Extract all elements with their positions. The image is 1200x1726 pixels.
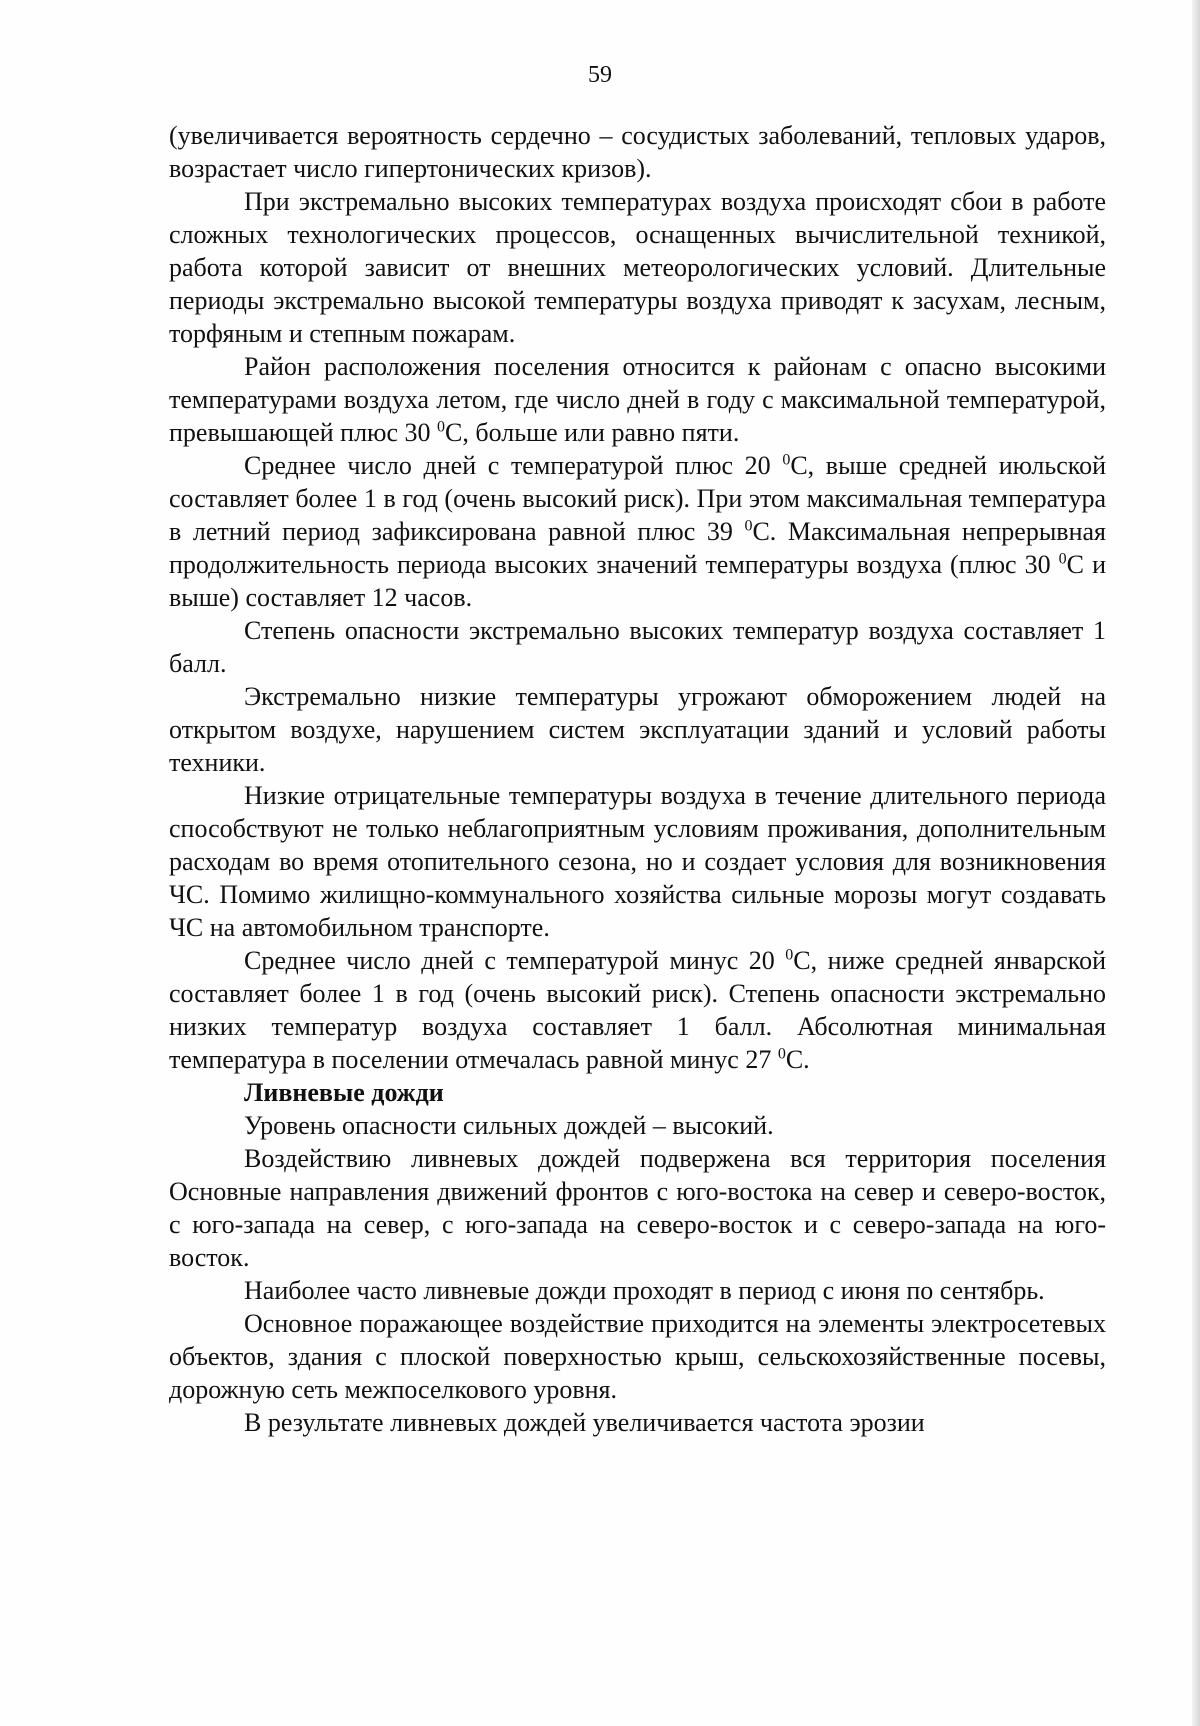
degree-mark: 0 <box>1058 550 1067 568</box>
paragraph-8-part-b: С, ниже средней январской составляет более 1 в год (очень высокий риск). Степень опасности экстремально низких температур воздуха составляет 1 балл. Абсолютная минимальная температура в поселении отмечалась равной минус 27 <box>169 946 1106 1074</box>
section-heading: Ливневые дожди <box>244 1078 444 1107</box>
paragraph-11: Наиболее часто ливневые дожди проходят в период с июня по сентябрь. <box>244 1276 1045 1305</box>
paragraph-4-part-a: Среднее число дней с температурой плюс 20 <box>244 451 783 480</box>
paragraph-13: В результате ливневых дождей увеличивается частота эрозии <box>244 1408 925 1437</box>
paragraph-8-part-c: С. <box>785 1045 810 1074</box>
paragraph-4-part-c: С. Максимальная непрерывная продолжительность периода высоких значений температуры воздуха (плюс 30 <box>169 517 1106 579</box>
page-number: 59 <box>588 62 612 88</box>
degree-mark: 0 <box>437 418 446 436</box>
paragraph-3-part-a: Район расположения поселения относится к районам с опасно высокими температурами воздуха летом, где число дней в году с максимальной температурой, превышающей плюс 30 <box>169 352 1106 447</box>
degree-mark: 0 <box>782 451 791 469</box>
paragraph-9: Уровень опасности сильных дождей – высокий. <box>244 1111 774 1140</box>
paragraph-10: Воздействию ливневых дождей подвержена вся территория поселения Основные направления движений фронтов с юго-востока на север и северо-восток, с юго-запада на север, с юго-запада на северо-восток и с северо-запада на юго-восток. <box>169 1144 1106 1272</box>
degree-mark: 0 <box>785 946 794 964</box>
document-body <box>169 119 1106 1439</box>
paragraph-7: Низкие отрицательные температуры воздуха в течение длительного периода способствуют не только неблагоприятным условиям проживания, дополнительным расходам во время отопительного сезона, но и создает условия для возникновения ЧС. Помимо жилищно-коммунального хозяйства сильные морозы могут создавать ЧС на автомобильном транспорте. <box>169 781 1106 942</box>
paragraph-8-part-a: Среднее число дней с температурой минус 20 <box>244 946 786 975</box>
paragraph-3 <box>169 350 1106 449</box>
paragraph-4 <box>169 449 1106 614</box>
paragraph-3-part-b: С, больше или равно пяти. <box>445 418 740 447</box>
paragraph-5: Степень опасности экстремально высоких температур воздуха составляет 1 балл. <box>169 616 1106 678</box>
degree-mark: 0 <box>744 517 753 535</box>
paragraph-4-part-b: С, выше средней июльской составляет более 1 в год (очень высокий риск). При этом максимальная температура в летний период зафиксирована равной плюс 39 <box>169 451 1106 546</box>
paragraph-6: Экстремально низкие температуры угрожают обморожением людей на открытом воздухе, нарушением систем эксплуатации зданий и условий работы техники. <box>169 682 1106 777</box>
degree-mark: 0 <box>777 1045 786 1063</box>
scan-edge-shadow <box>1192 0 1200 1726</box>
paragraph-12: Основное поражающее воздействие приходится на элементы электросетевых объектов, здания с плоской поверхностью крыш, сельскохозяйственные посевы, дорожную сеть межпоселкового уровня. <box>169 1309 1106 1404</box>
paragraph-4-part-d: С и выше) составляет 12 часов. <box>169 550 1106 612</box>
paragraph-1: (увеличивается вероятность сердечно – сосудистых заболеваний, тепловых ударов, возрастает число гипертонических кризов). <box>169 121 1106 183</box>
paragraph-8 <box>169 944 1106 1076</box>
paragraph-2: При экстремально высоких температурах воздуха происходят сбои в работе сложных технологических процессов, оснащенных вычислительной техникой, работа которой зависит от внешних метеорологических условий. Длительные периоды экстремально высокой температуры воздуха приводят к засухам, лесным, торфяным и степным пожарам. <box>169 187 1106 348</box>
